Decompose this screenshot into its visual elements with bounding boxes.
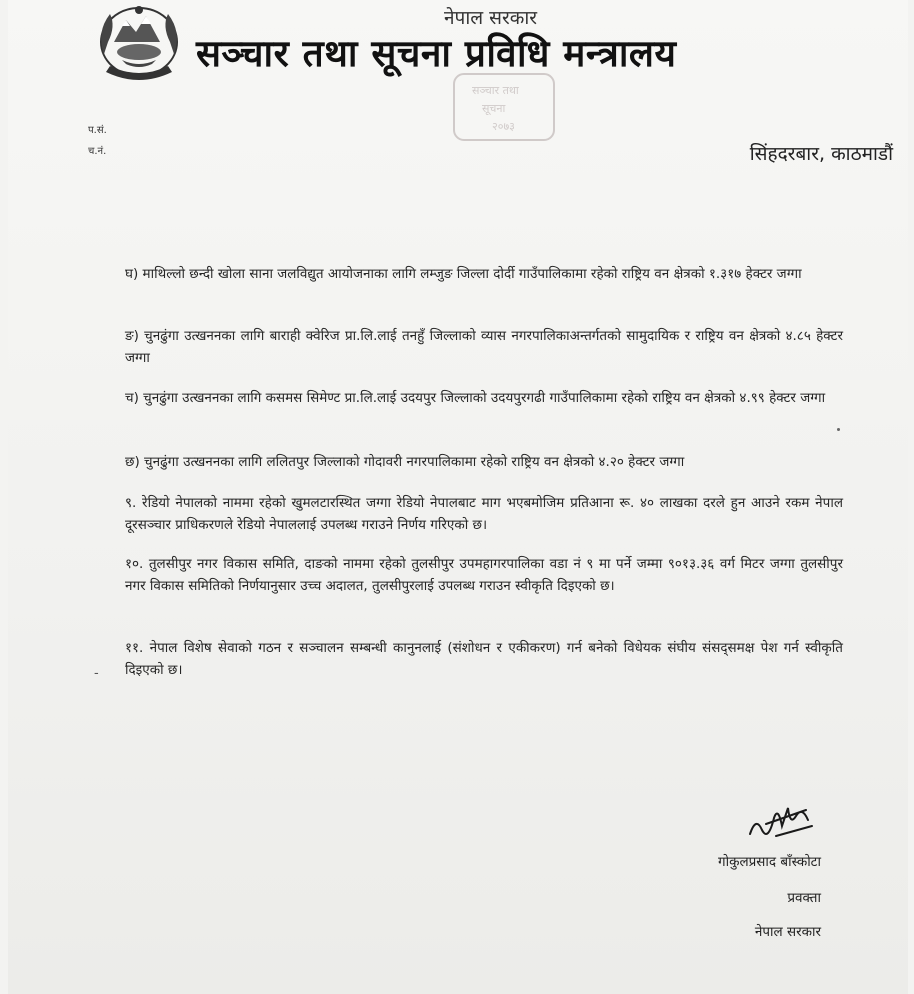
nepal-emblem-icon [86,2,192,88]
government-label: नेपाल सरकार [444,7,538,29]
dispatch-number-label: च.नं. [88,146,107,157]
paragraph-cha: च) चुनढुंगा उत्खननका लागि कसमस सिमेण्ट प्रा.लि.लाई उदयपुर जिल्लाको उदयपुरगढी गाउँपालिकामा रहेको राष्ट्रिय वन क्षेत्रको ४.९९ हेक्टर जग्गा [125,390,826,406]
ink-dot [837,428,840,431]
margin-mark: - [94,666,99,681]
paragraph-10: १०. तुलसीपुर नगर विकास समिति, दाङको नाममा रहेको तुलसीपुर उपमहागरपालिका वडा नं ९ मा पर्ने जम्मा ९०१३.३६ वर्ग मिटर जग्गा तुलसीपुर नगर विकास समितिको निर्णयानुसार उच्च अदालत, तुलसीपुरलाई उपलब्ध गराउन स्वीकृति दिइएको छ। [125,556,843,594]
office-location: सिंहदरबार, काठमाडौं [749,143,893,165]
signatory-title: प्रवक्ता [787,890,821,906]
paragraph-9: ९. रेडियो नेपालको नाममा रहेको खुमलटारस्थित जग्गा रेडियो नेपालबाट माग भएबमोजिम प्रतिआना रू. ४० लाखका दरले हुन आउने रकम नेपाल दूरसञ्चार प्राधिकरणले रेडियो नेपाललाई उपलब्ध गराउने निर्णय गरिएको छ। [125,495,843,533]
paragraph-gha: घ) माथिल्लो छन्दी खोला साना जलविद्युत आयोजनाका लागि लम्जुङ जिल्ला दोर्दी गाउँपालिकामा रहेको राष्ट्रिय वन क्षेत्रको १.३१७ हेक्टर जग्गा [125,266,802,282]
ministry-title: सञ्चार तथा सूचना प्रविधि मन्त्रालय [196,32,677,75]
signatory-organization: नेपाल सरकार [754,924,821,940]
signatory-name: गोकुलप्रसाद बाँस्कोटा [717,854,821,870]
reference-number-label: प.सं. [88,125,107,136]
stamp-year: २०७३ [492,120,515,133]
paragraph-nga: ङ) चुनढुंगा उत्खननका लागि बाराही क्वेरिज प्रा.लि.लाई तनहुँ जिल्लाको व्यास नगरपालिकाअन्तर्गतको सामुदायिक र राष्ट्रिय वन क्षेत्रको ४.८५ हेक्टर जग्गा [125,328,843,366]
paragraph-11: ११. नेपाल विशेष सेवाको गठन र सञ्चालन सम्बन्धी कानुनलाई (संशोधन र एकीकरण) गर्न बनेको विधेयक संघीय संसद्समक्ष पेश गर्न स्वीकृति दिइएको छ। [125,640,843,678]
stamp-line-1: सञ्चार तथा [472,84,519,97]
office-stamp-icon [452,72,556,142]
stamp-line-2: सूचना [482,102,506,115]
document-page [8,0,908,994]
handwritten-signature-icon [746,796,816,846]
paragraph-chha: छ) चुनढुंगा उत्खननका लागि ललितपुर जिल्लाको गोदावरी नगरपालिकामा रहेको राष्ट्रिय वन क्षेत्रको ४.२० हेक्टर जग्गा [125,454,685,470]
